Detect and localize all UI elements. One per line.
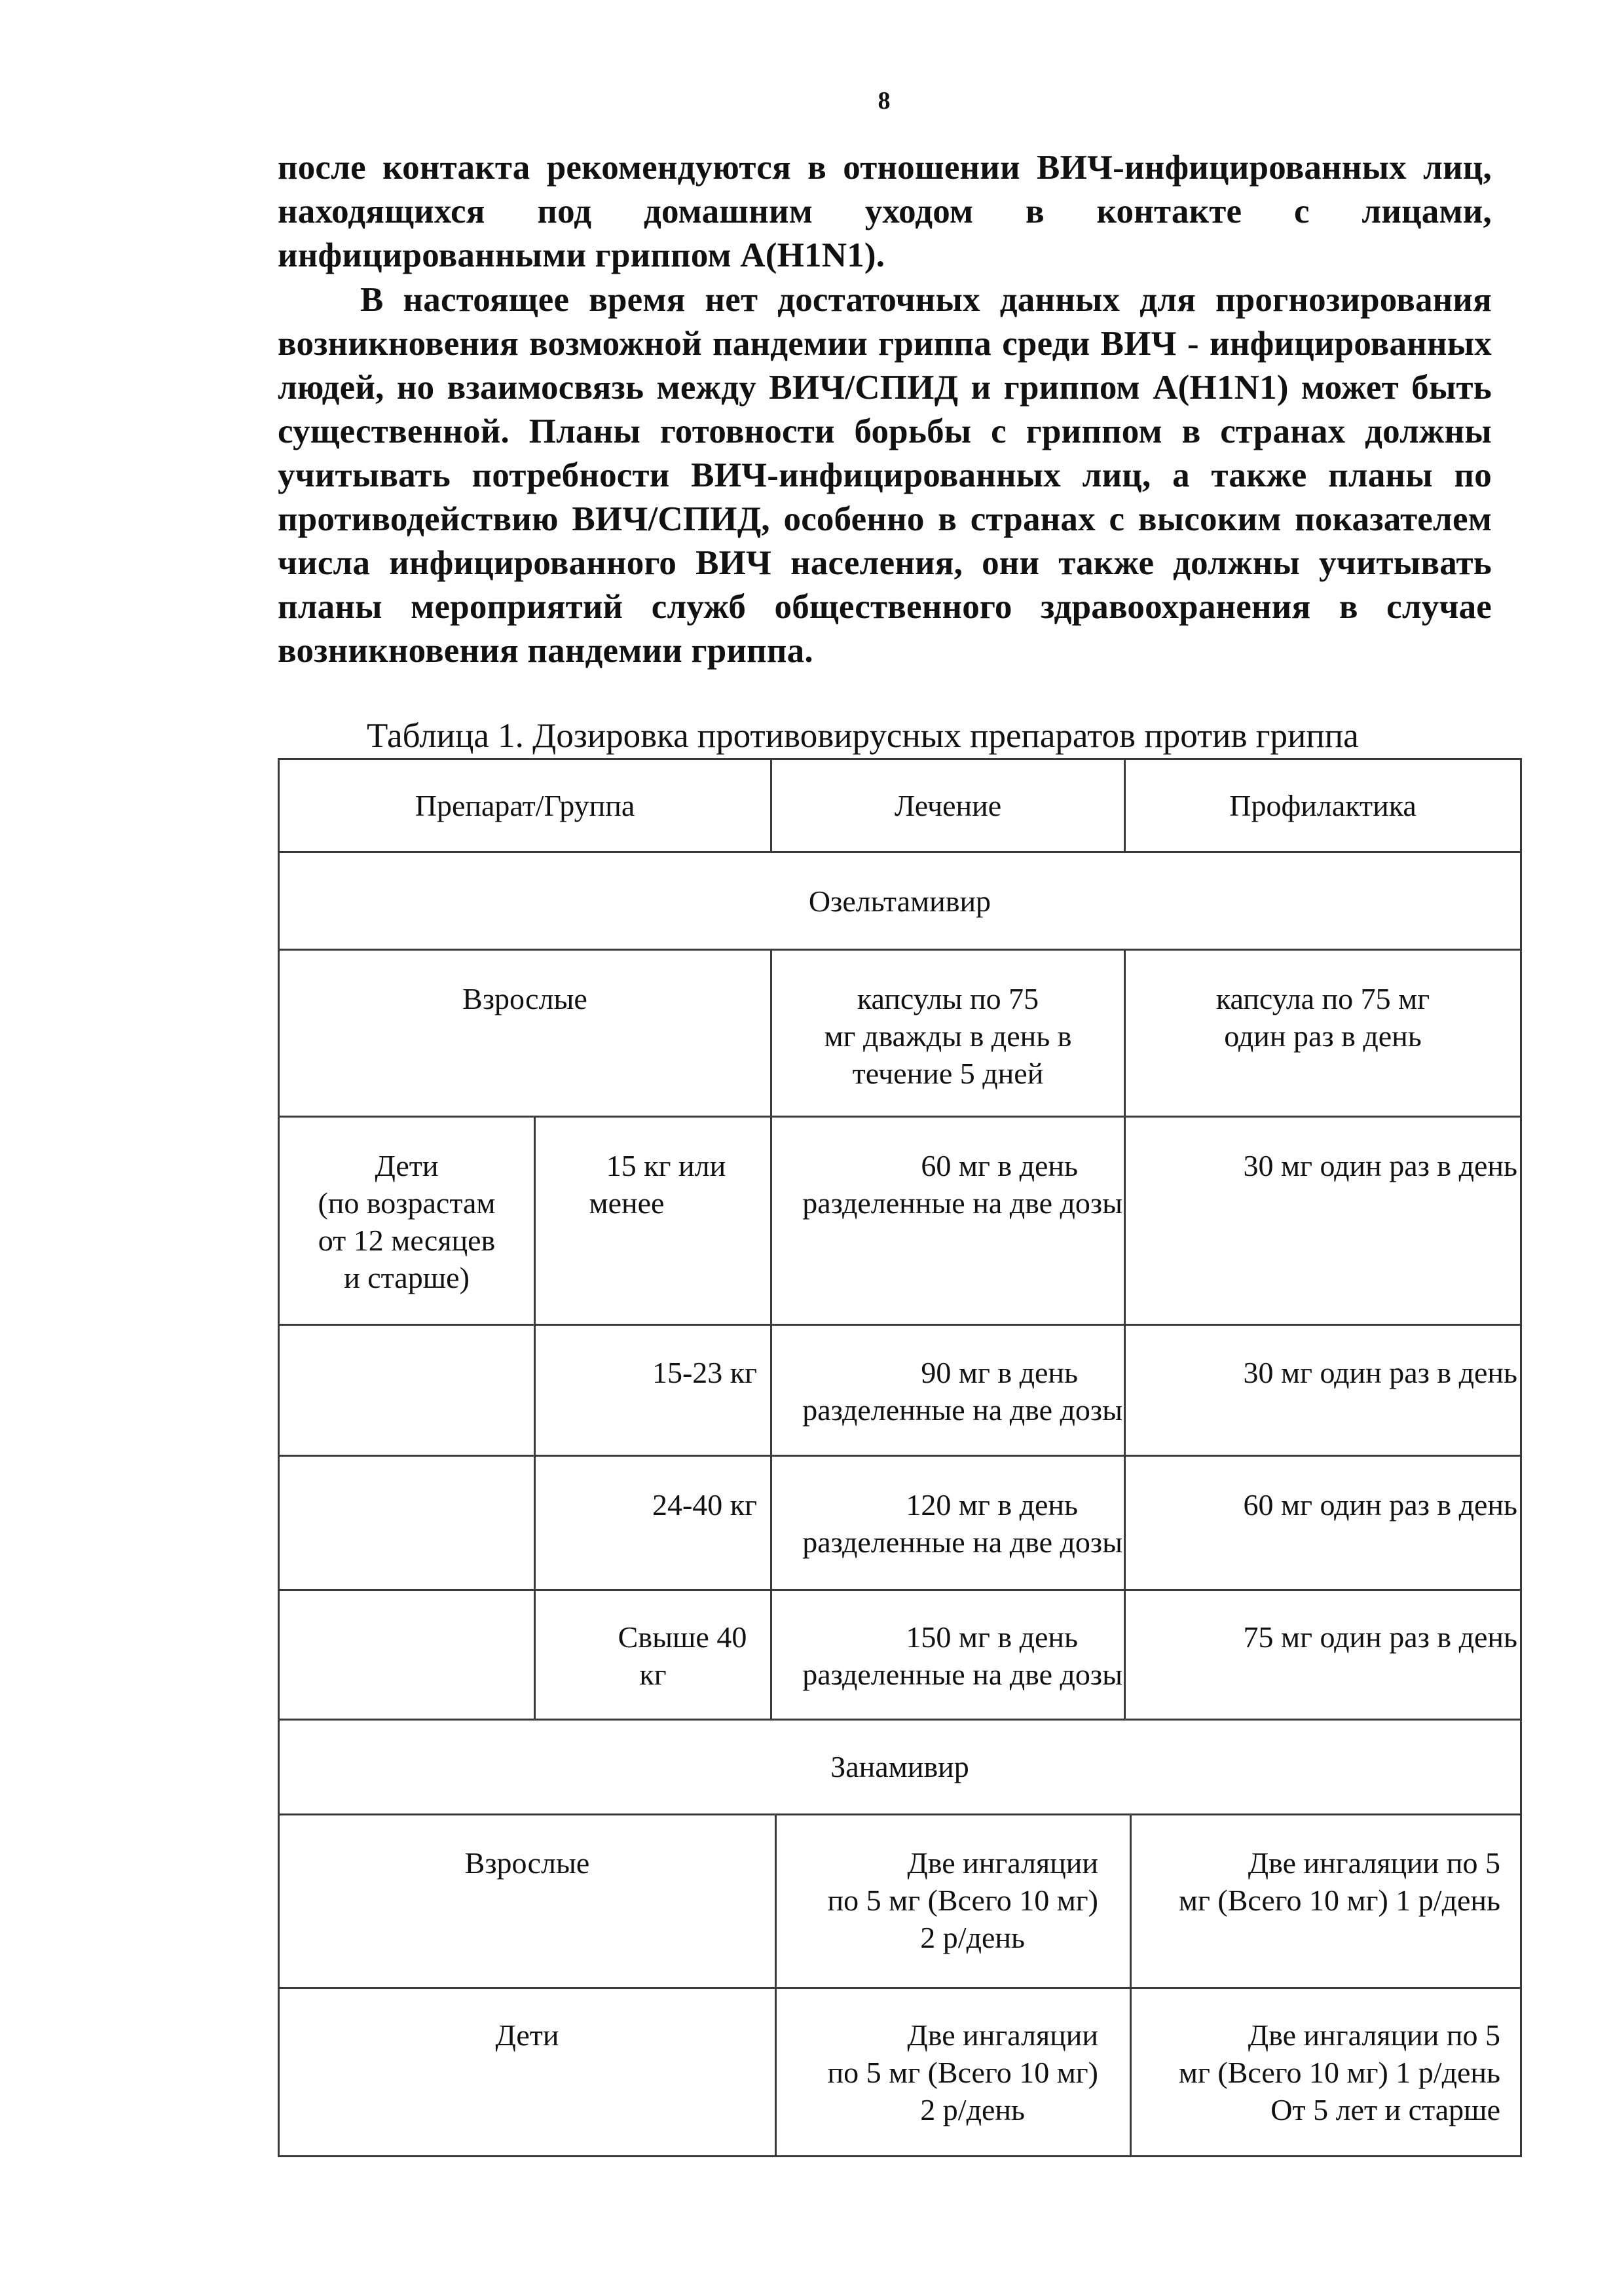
table-line-child-row1-bottom: [278, 1324, 1522, 1326]
table-border-left: [278, 758, 280, 2157]
zanamivir-title: Занамивир: [830, 1750, 969, 1783]
weight-line: менее: [589, 1186, 665, 1220]
treatment-line: Две ингаляции: [907, 1846, 1098, 1880]
paragraph-2-text: В настоящее время нет достаточных данных для прогнозирования возникновения возможной пандемии гриппа среди ВИЧ - инфицированных людей, но взаимосвязь между ВИЧ/СПИД и гриппом A(H1N1) может быть существенной. Планы готовности борьбы с гриппом в странах должны учитывать потребности ВИЧ-инфицированных лиц, а также планы по противодействию ВИЧ/СПИД, особенно в странах с высоким показателем числа инфицированного ВИЧ населения, они также должны учитывать планы мероприятий служб общественного здравоохранения в случае возникновения пандемии гриппа.: [278, 281, 1492, 670]
treatment-line: 120 мг в день: [906, 1488, 1078, 1522]
table-line-header-bottom: [278, 851, 1522, 853]
child-prophylaxis-1: 30 мг один раз в день: [1243, 1149, 1517, 1182]
child-treatment-1: [772, 1147, 1124, 1222]
treatment-line: мг дважды в день в: [824, 1019, 1072, 1053]
table-line-child-row2-bottom: [278, 1455, 1522, 1457]
child-treatment-4: [772, 1618, 1124, 1693]
treatment-line: разделенные на две дозы: [802, 1525, 1122, 1559]
header-treatment: Лечение: [894, 789, 1002, 822]
zanamivir-adults-group: Взрослые: [464, 1846, 590, 1880]
child-prophylaxis-4: 75 мг один раз в день: [1243, 1620, 1517, 1654]
child-treatment-2: [772, 1354, 1124, 1429]
oseltamivir-adults-prophylaxis: [1126, 980, 1520, 1055]
child-prophylaxis-3: 60 мг один раз в день: [1243, 1488, 1517, 1522]
treatment-line: 2 р/день: [920, 2093, 1025, 2126]
zanamivir-adults-treatment: [777, 1844, 1130, 1956]
treatment-line: 90 мг в день: [921, 1356, 1078, 1389]
child-weight-2: [536, 1354, 770, 1391]
treatment-line: 2 р/день: [920, 1921, 1025, 1954]
prophylaxis-line: От 5 лет и старше: [1270, 2093, 1500, 2126]
child-weight-3: [536, 1486, 770, 1523]
child-prophylaxis-2: 30 мг один раз в день: [1243, 1356, 1517, 1389]
table-line-zanamivir-bottom: [278, 1813, 1522, 1815]
children-group-line: Дети: [375, 1149, 439, 1182]
treatment-line: 150 мг в день: [906, 1620, 1078, 1654]
table-caption: Таблица 1. Дозировка противовирусных препаратов против гриппа: [367, 717, 1359, 755]
treatment-line: капсулы по 75: [857, 982, 1039, 1015]
treatment-line: по 5 мг (Всего 10 мг): [827, 2056, 1098, 2089]
oseltamivir-title: Озельтамивир: [808, 884, 991, 918]
oseltamivir-adults-treatment: [772, 980, 1124, 1092]
oseltamivir-children-group: [280, 1147, 534, 1296]
children-group-line: и старше): [344, 1261, 470, 1294]
oseltamivir-adults-group: Взрослые: [462, 982, 587, 1015]
zanamivir-adults-prophylaxis: [1132, 1844, 1520, 1919]
table-line-oseltamivir-bottom: [278, 949, 1522, 951]
prophylaxis-line: один раз в день: [1224, 1019, 1422, 1053]
prophylaxis-line: капсула по 75 мг: [1215, 982, 1430, 1015]
treatment-line: разделенные на две дозы: [802, 1658, 1122, 1691]
treatment-line: Две ингаляции: [907, 2018, 1098, 2052]
treatment-line: течение 5 дней: [852, 1057, 1044, 1090]
paragraph-1: [278, 146, 1492, 278]
weight-line: кг: [639, 1658, 667, 1691]
prophylaxis-line: мг (Всего 10 мг) 1 р/день: [1178, 1884, 1500, 1917]
zanamivir-children-prophylaxis: [1132, 2016, 1520, 2128]
paragraph-1-text: после контакта рекомендуются в отношении ВИЧ-инфицированных лиц, находящихся под домашним уходом в контакте с лицами, инфицированными гриппом A(H1N1).: [278, 149, 1492, 274]
weight-line: 24-40 кг: [652, 1488, 757, 1522]
child-weight-4: [536, 1618, 770, 1693]
treatment-line: по 5 мг (Всего 10 мг): [827, 1884, 1098, 1917]
zanamivir-children-treatment: [777, 2016, 1130, 2128]
child-weight-1: [536, 1147, 770, 1222]
table-line-adults-bottom: [278, 1116, 1522, 1118]
child-treatment-3: [772, 1486, 1124, 1561]
weight-line: Свыше 40: [618, 1620, 747, 1654]
table-line-child-row4-bottom: [278, 1719, 1522, 1721]
table-col-line-2b: [1124, 949, 1126, 1721]
header-drug-group: Препарат/Группа: [415, 789, 635, 822]
prophylaxis-line: мг (Всего 10 мг) 1 р/день: [1178, 2056, 1500, 2089]
prophylaxis-line: Две ингаляции по 5: [1248, 2018, 1500, 2052]
children-group-line: от 12 месяцев: [318, 1224, 496, 1257]
header-prophylaxis: Профилактика: [1229, 789, 1417, 822]
treatment-line: разделенные на две дозы: [802, 1186, 1122, 1220]
zanamivir-children-group: Дети: [495, 2018, 559, 2052]
table-border-right: [1520, 758, 1522, 2157]
table-line-child-row3-bottom: [278, 1589, 1522, 1591]
paragraph-2: [278, 278, 1492, 673]
treatment-line: разделенные на две дозы: [802, 1393, 1122, 1427]
weight-line: 15-23 кг: [652, 1356, 757, 1389]
treatment-line: 60 мг в день: [921, 1149, 1078, 1182]
weight-line: 15 кг или: [606, 1149, 726, 1182]
prophylaxis-line: Две ингаляции по 5: [1248, 1846, 1500, 1880]
children-group-line: (по возрастам: [318, 1186, 496, 1220]
table-line-zan-adults-bottom: [278, 1987, 1522, 1989]
table-border-top: [278, 758, 1522, 760]
table-border-bottom: [278, 2155, 1522, 2157]
page-number: 8: [878, 87, 891, 115]
